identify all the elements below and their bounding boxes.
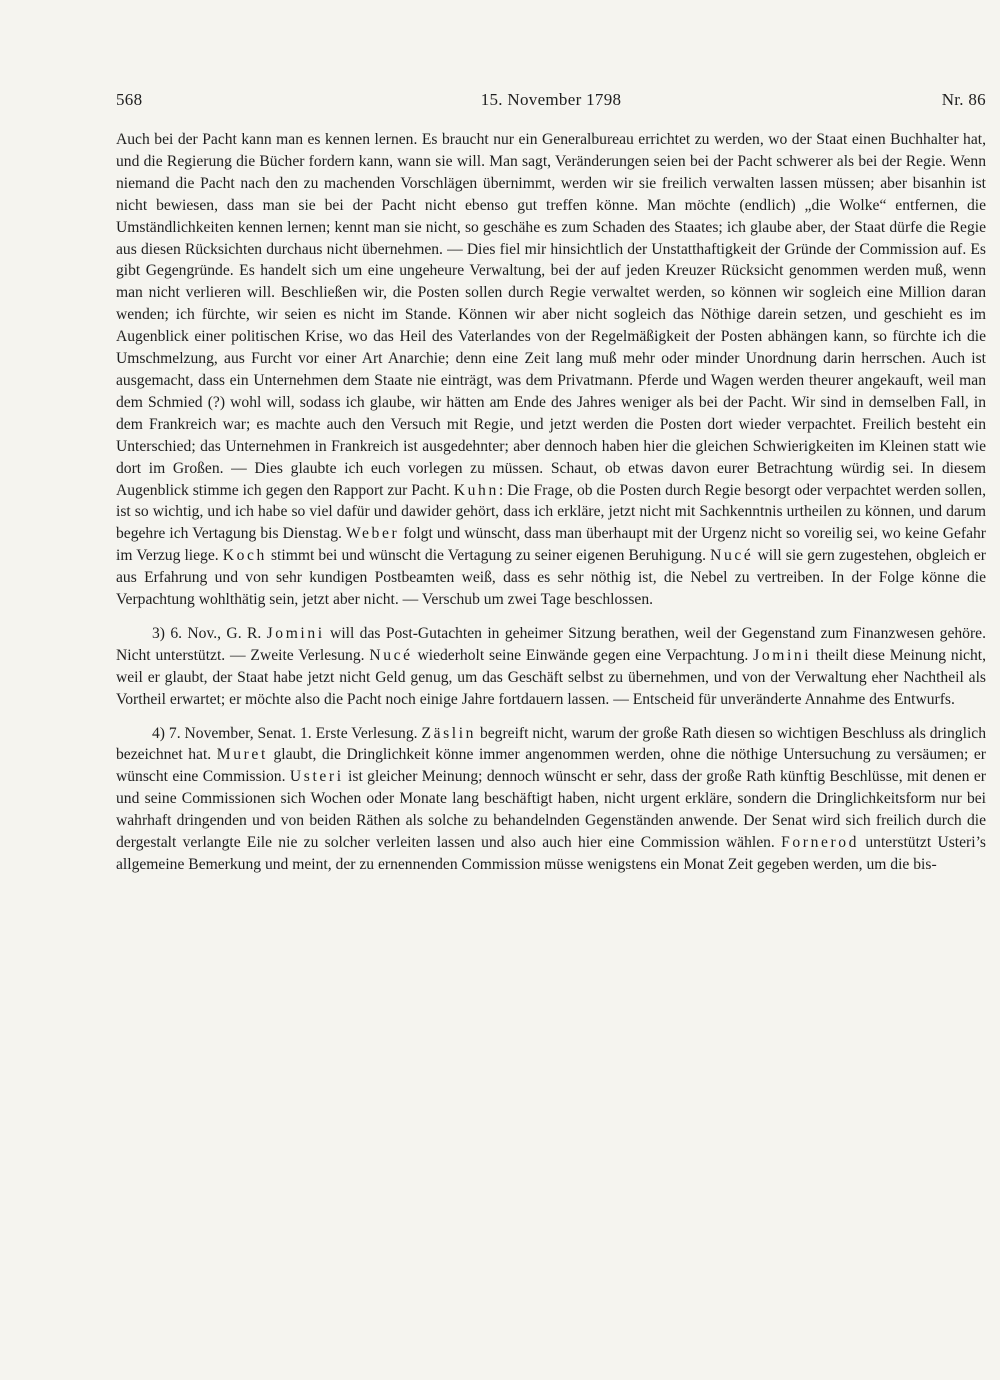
speaker-name: Fornerod [781, 834, 860, 852]
speaker-name: Koch [222, 547, 267, 565]
speaker-name: Usteri [289, 768, 344, 786]
text-run: folgt und wünscht, dass man überhaupt mit der Urgenz nicht so voreilig sei, wo keine Gefahr im Verzug liege. [116, 525, 986, 565]
text-run: 3) 6. Nov., G. R. [152, 624, 267, 642]
speaker-name: Zäslin [421, 724, 477, 742]
text-run: theilt diese Meinung nicht, weil er glaubt, der Staat habe jetzt nicht Geld genug, um das Geschäft selbst zu übernehmen, und von der Verwaltung eher Nachtheil als Vortheil erwartet; er möchte also die Pacht noch einige Jahre fortdauern lassen. — Entscheid für unveränderte Annahme des Entwurfs. [116, 646, 986, 708]
text-run: ist gleicher Meinung; dennoch wünscht er sehr, dass der große Rath künftig Beschlüsse, mit denen er und seine Commissionen sich Wochen oder Monate lang beschäftigt haben, nicht urgent erkläre, sondern die Dringlichkeitsform nur bei wahrhaft dringenden und von beiden Räthen als solche zu behandelnden Gegenständen anwende. Der Senat wird sich freilich durch die dergestalt verlangte Eile nie zu solcher verleiten lassen und also auch hier eine Commission wählen. [116, 768, 986, 852]
text-run: stimmt bei und wünscht die Vertagung zu seiner eigenen Beruhigung. [266, 547, 711, 565]
text-run: 4) 7. November, Senat. 1. Erste Verlesung. [152, 724, 422, 742]
page-number: 568 [116, 90, 143, 109]
speaker-name: Muret [216, 746, 268, 764]
text-run: wiederholt seine Einwände gegen eine Verpachtung. [412, 646, 754, 664]
paragraph-3 [116, 723, 986, 876]
paragraph-1 [116, 129, 986, 611]
text-run: glaubt, die Dringlichkeit könne immer angenommen werden, ohne die nöthige Untersuchung zu versäumen; er wünscht eine Commission. [116, 746, 986, 786]
speaker-name: Nucé [710, 547, 754, 565]
entry-number: Nr. 86 [941, 90, 986, 109]
speaker-name: Jomini [753, 646, 812, 664]
speaker-name: Kuhn [453, 481, 499, 499]
speaker-name: Weber [345, 525, 400, 543]
page-header [116, 90, 986, 114]
text-run: will das Post-Gutachten in geheimer Sitzung berathen, weil der Gegenstand zum Finanzwesen gehöre. Nicht unterstützt. — Zweite Verlesung. [116, 624, 986, 664]
body-text [116, 129, 986, 876]
text-run: Auch bei der Pacht kann man es kennen lernen. Es braucht nur ein Generalbureau errichtet zu werden, wo der Staat einen Buchhalter hat, und die Regierung die Bücher fordern kann, wann sie will. Man sagt, Veränderungen seien bei der Pacht schwerer als bei der Regie. Wenn niemand die Pacht nach den zu machenden Vorschlägen übernimmt, werden wir sie freilich verwalten lassen müssen; aber bisanhin ist nicht bewiesen, dass man sie bei der Pacht nicht ebenso gut treffen könne. Man möchte (endlich) „die Wolke“ entfernen, die Umständlichkeiten kennen lernen; kennt man sie nicht, so geschähe es zum Schaden des Staates; ich glaube aber, der Staat dürfe die Regie aus diesen Rücksichten durchaus nicht übernehmen. — Dies fiel mir hinsichtlich der Unstatthaftigkeit der Gründe der Commission auf. Es gibt Gegengründe. Es handelt sich um eine ungeheure Verwaltung, bei der auf jeden Kreuzer Rücksicht genommen werden muß, wenn man nicht verlieren will. Beschließen wir, die Posten sollen durch Regie verwaltet werden, so können wir sogleich eine Million daran wenden; ich fürchte, wir seien es nicht im Stande. Können wir aber nicht sogleich das Nöthige darein setzen, und geschieht es im Augenblick einer politischen Krise, wo das Heil des Vaterlandes von der Regelmäßigkeit der Posten abhängen kann, so fürchte ich die Umschmelzung, aus Furcht vor einer Art Anarchie; denn eine Zeit lang muß mehr oder minder Unordnung darin herrschen. Auch ist ausgemacht, dass ein Unternehmen dem Staate nie einträgt, was dem Privatmann. Pferde und Wagen werden theurer angekauft, weil man dem Schmied (?) wohl will, sodass ich glaube, wir hätten am Ende des Jahres weniger als bei der Pacht. Wir sind in demselben Fall, in dem Frankreich war; es machte auch den Versuch mit Regie, und jetzt werden die Posten dort wieder verpachtet. Freilich besteht ein Unterschied; das Unternehmen in Frankreich ist ausgedehnter; aber dennoch haben hier die gleichen Schwierigkeiten im Kleinen statt wie dort im Großen. — Dies glaubte ich euch vorlegen zu müssen. Schaut, ob etwas davon eurer Betrachtung würdig sei. In diesem Augenblick stimme ich gegen den Rapport zur Pacht. [116, 131, 986, 499]
speaker-name: Nucé [369, 646, 413, 664]
text-run: will sie gern zugestehen, obgleich er aus Erfahrung und von sehr kundigen Postbeamten weiß, dass es sehr nöthig ist, die Nebel zu vertreiben. In der Folge könne die Verpachtung wohlthätig sein, jetzt aber nicht. — Verschub um zwei Tage beschlossen. [116, 547, 986, 609]
text-run: unterstützt Usteri’s allgemeine Bemerkung und meint, der zu ernennenden Commission müsse wenigstens ein Monat Zeit gegeben werden, um die bis- [116, 834, 986, 873]
running-title: 15. November 1798 [480, 90, 622, 109]
paragraph-2 [116, 623, 986, 711]
text-run: : Die Frage, ob die Posten durch Regie besorgt oder verpachtet werden sollen, ist so wichtig, und ich habe so viel dafür und dawider gehört, dass ich erkläre, jetzt nicht mit Sachkenntnis urtheilen zu können, und darum begehre ich Vertagung bis Dienstag. [116, 481, 986, 543]
speaker-name: Jomini [266, 624, 325, 642]
text-run: begreift nicht, warum der große Rath diesen so wichtigen Beschluss als dringlich bezeichnet hat. [116, 724, 986, 764]
